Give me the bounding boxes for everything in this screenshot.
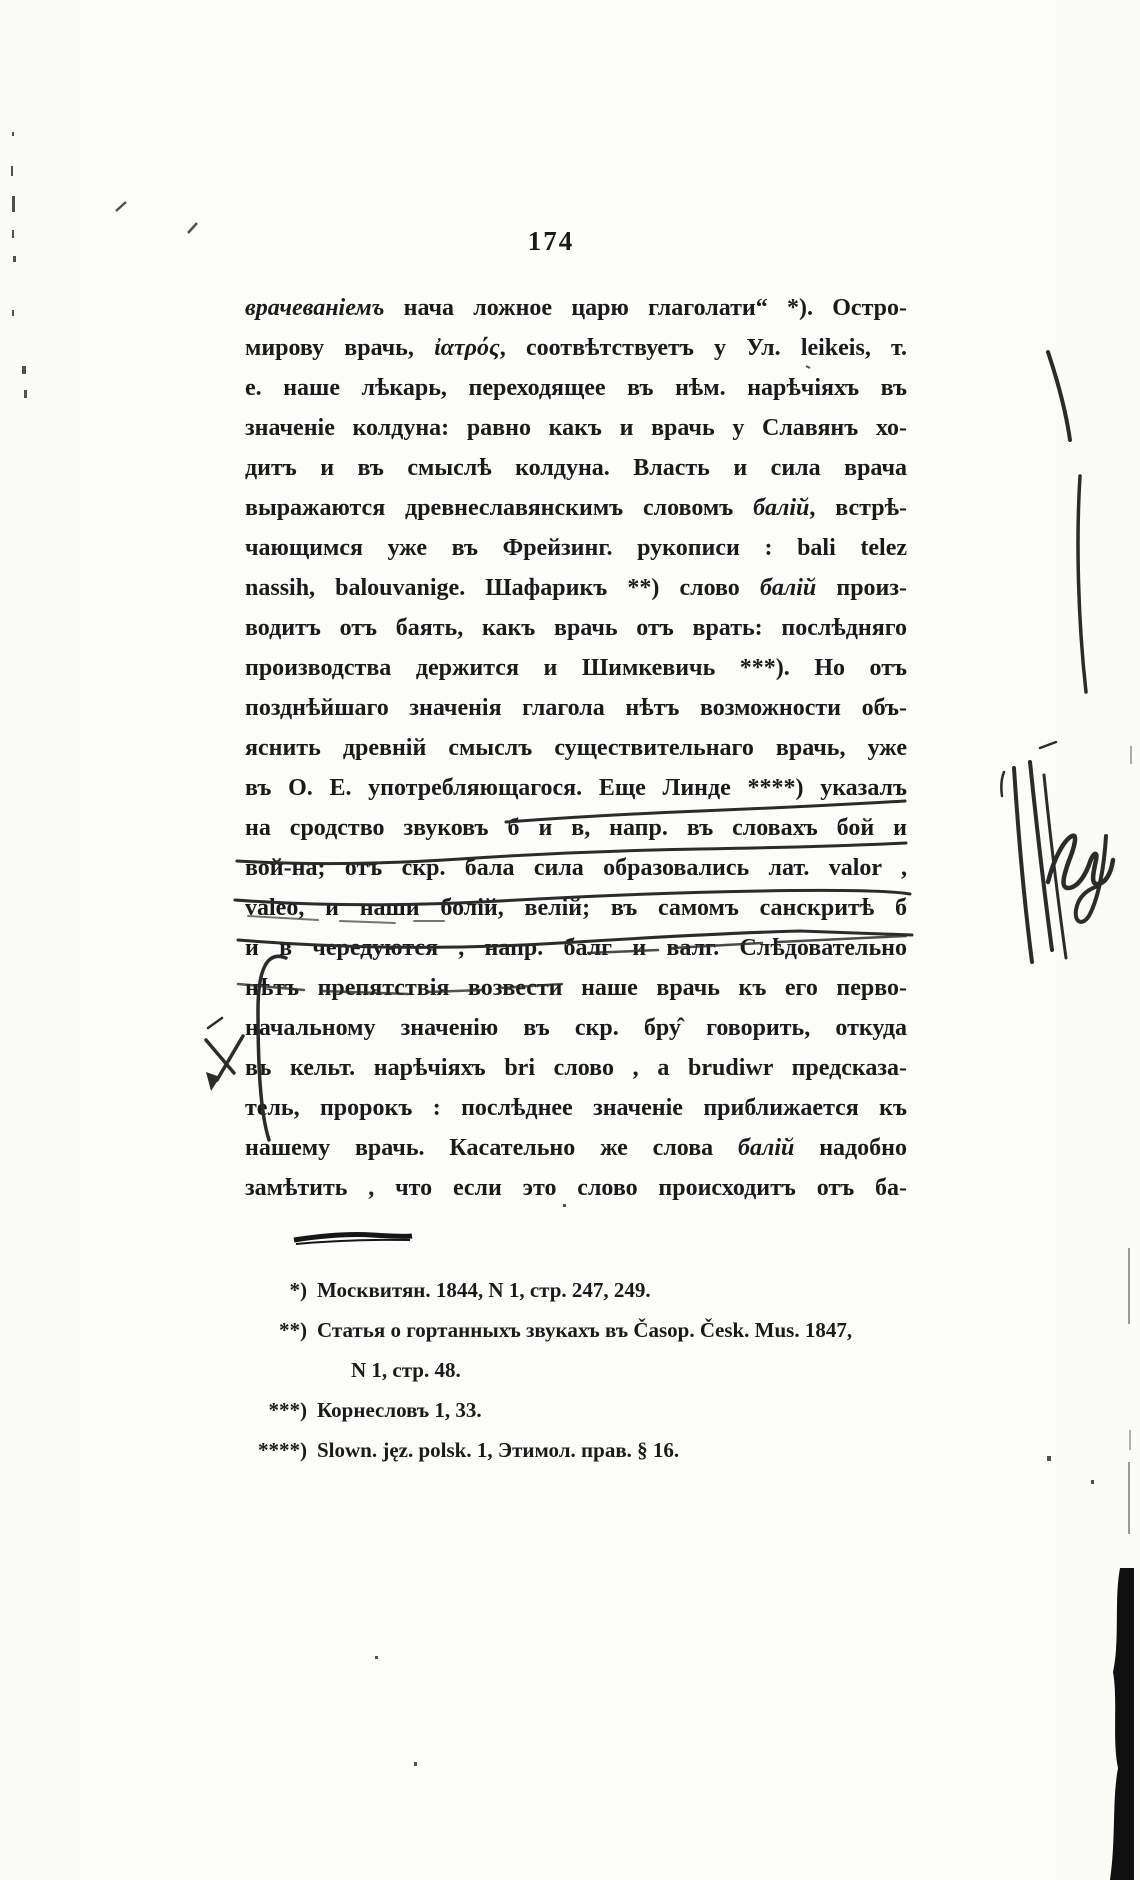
body-line: дитъ и въ смыслѣ колдуна. Власть и сила врача xyxy=(245,455,907,481)
body-line: тель, пророкъ : послѣднее значеніе приближается къ xyxy=(245,1095,907,1121)
right-margin-stroke-lines4-5 xyxy=(1048,352,1070,440)
body-line: замѣтить , что если это слово происходитъ отъ ба- xyxy=(245,1175,907,1201)
body-line: позднѣйшаго значенія глагола нѣтъ возможности объ- xyxy=(245,695,907,721)
body-text xyxy=(245,288,907,1208)
footnote-line xyxy=(245,1430,915,1470)
footnotes xyxy=(245,1270,915,1470)
right-margin-scribble xyxy=(1048,836,1113,922)
footnote-text: Москвитян. 1844, N 1, стр. 247, 249. xyxy=(317,1278,651,1302)
body-line: начальному значенію въ скр. бру̂ говорить, откуда xyxy=(245,1015,907,1041)
body-line: въ кельт. нарѣчіяхъ bri слово , a brudiwr предсказа- xyxy=(245,1055,907,1081)
footnote-rule xyxy=(294,1235,412,1244)
body-line: производства держится и Шимкевичь ***). Но отъ xyxy=(245,655,907,681)
footnote-text: N 1, стр. 48. xyxy=(351,1358,461,1382)
body-line: значеніе колдуна: равно какъ и врачь у Славянъ хо- xyxy=(245,415,907,441)
footnote-line xyxy=(245,1270,915,1310)
body-line: е. наше лѣкарь, переходящее въ нѣм. нарѣчіяхъ въ xyxy=(245,375,907,401)
footnote-marker: ***) xyxy=(268,1398,307,1422)
left-margin-arrow xyxy=(206,1018,243,1091)
footnote-line xyxy=(245,1390,915,1430)
body-line: нѣтъ препятствія возвести наше врачь къ его перво- xyxy=(245,975,907,1001)
footnote-text: Корнесловъ 1, 33. xyxy=(317,1398,482,1422)
body-line: врачеваніемъ нача ложное царю глаголати“ *). Остро- xyxy=(245,295,907,321)
footnote-marker: **) xyxy=(279,1318,307,1342)
body-line: нашему врачь. Касательно же слова балій надобно xyxy=(245,1135,908,1161)
footnote-marker: *) xyxy=(289,1278,307,1302)
body-line: вой-на; отъ скр. бала сила образовались лат. valor , xyxy=(245,855,907,881)
footnote-line xyxy=(245,1350,915,1390)
footnote-marker: ****) xyxy=(258,1438,307,1462)
footnote-line xyxy=(245,1310,915,1350)
body-line: и в чередуются , напр. балг и валг. Слѣдовательно xyxy=(245,935,907,961)
body-line: чающимся уже въ Фрейзинг. рукописи : bali telez xyxy=(245,535,907,561)
body-line: valeo, и наши болій, велій; въ самомъ санскритѣ б xyxy=(245,895,907,921)
right-margin-stroke-lines8-10 xyxy=(1078,476,1086,692)
body-line: nassih, balouvanige. Шафарикъ **) слово балій произ- xyxy=(245,575,908,601)
body-line: водитъ отъ баять, какъ врачь отъ врать: послѣдняго xyxy=(245,615,907,641)
body-line: на сродство звуковъ б и в, напр. въ словахъ бой и xyxy=(245,815,907,841)
body-line: мирову врачь, ἰατρός, соотвѣтствуетъ у Ул. leikeis, т. xyxy=(245,335,908,361)
footnote-text: Статья о гортанныхъ звукахъ въ Časop. Česk. Mus. 1847, xyxy=(317,1318,853,1342)
footnote-text: Slown. jęz. polsk. 1, Этимол. прав. § 16. xyxy=(317,1438,680,1462)
page-edge-shadow xyxy=(1110,746,1134,1880)
body-line: яснить древній смыслъ существительнаго врачь, уже xyxy=(245,735,907,761)
body-line: въ О. Е. употребляющагося. Еще Линде ****) указалъ xyxy=(245,775,907,801)
right-margin-hatching-lines13-17 xyxy=(1001,742,1066,962)
body-line: выражаются древнеславянскимъ словомъ балій, встрѣ- xyxy=(245,495,907,521)
page-number: 174 xyxy=(527,226,575,256)
